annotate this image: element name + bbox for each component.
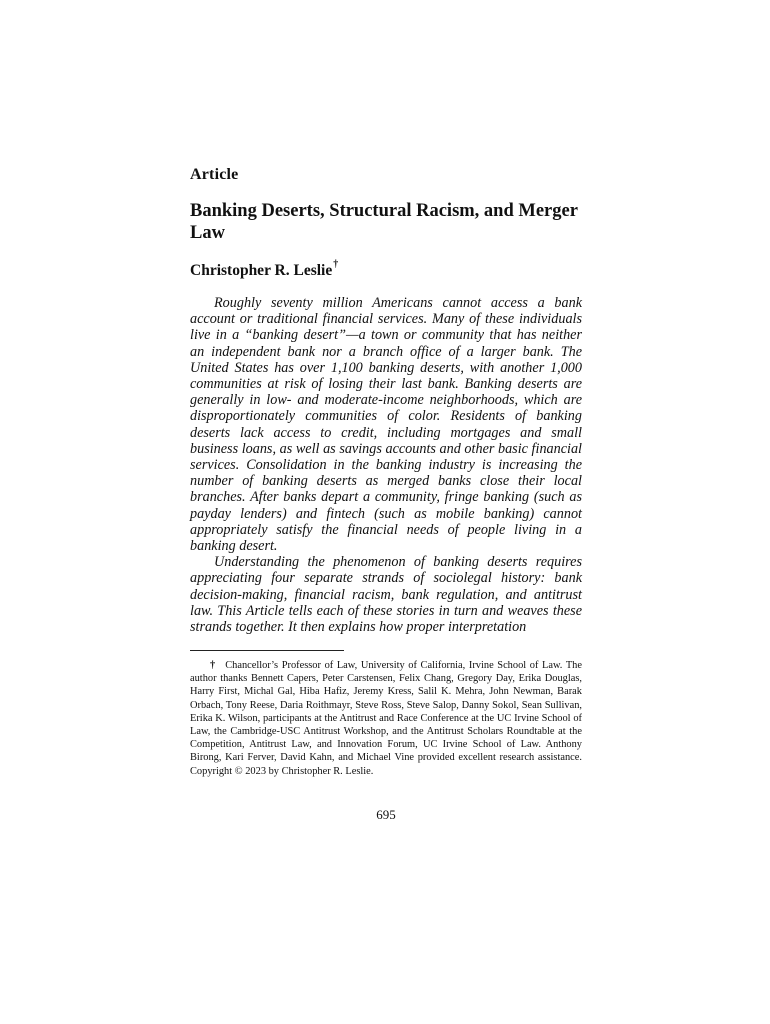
footnote-mark: † <box>210 660 217 671</box>
footnote-divider <box>190 650 344 651</box>
footnote-text: Chancellor’s Professor of Law, University of California, Irvine School of Law. The author thanks Bennett Capers, Peter Carstensen, Felix Chang, Gregory Day, Erika Douglas, Harry First, Michal Gal, Hiba Hafiz, Jeremy Kress, Salil K. Mehra, John Newman, Barak Orbach, Tony Reese, Daria Roithmayr, Steve Ross, Steve Salop, Danny Sokol, Sean Sullivan, Erika K. Wilson, participants at the Antitrust and Race Conference at the UC Irvine School of Law, the Cambridge-USC Antitrust Workshop, and the Antitrust Scholars Roundtable at the Competition, Antitrust Law, and Innovation Forum, UC Irvine School of Law. Anthony Birong, Kari Ferver, David Kahn, and Michael Vine provided excellent research assistance. Copyright © 2023 by Christopher R. Leslie. <box>190 660 582 777</box>
author-line <box>190 259 339 280</box>
author-footnote-mark: † <box>333 259 339 270</box>
abstract-paragraph-2: Understanding the phenomenon of banking deserts requires appreciating four separate strands of sociolegal history: bank decision-making, financial racism, bank regulation, and antitrust law. This Article tells each of these stories in turn and weaves these strands together. It then explains how proper interpretation <box>190 554 582 636</box>
page-number: 695 <box>376 807 396 822</box>
paper-page <box>190 0 582 1024</box>
article-type-label: Article <box>190 166 239 183</box>
abstract-paragraph-1: Roughly seventy million Americans cannot access a bank account or traditional financial services. Many of these individuals live in a “banking desert”—a town or community that has neither an independent bank nor a branch office of a larger bank. The United States has over 1,100 banking deserts, with another 1,000 communities at risk of losing their last bank. Banking deserts are generally in low- and moderate-income neighborhoods, which are disproportionately communities of color. Residents of banking deserts lack access to credit, including mortgages and small business loans, as well as savings accounts and other basic financial services. Consolidation in the banking industry is increasing the number of banking deserts as merged banks close their local branches. After banks depart a community, fringe banking (such as payday lenders) and fintech (such as mobile banking) cannot appropriately satisfy the financial needs of people living in a banking desert. <box>190 295 582 555</box>
author-name: Christopher R. Leslie <box>190 262 333 279</box>
footnote <box>190 659 582 778</box>
article-title: Banking Deserts, Structural Racism, and Merger Law <box>190 201 578 243</box>
abstract <box>190 295 582 635</box>
